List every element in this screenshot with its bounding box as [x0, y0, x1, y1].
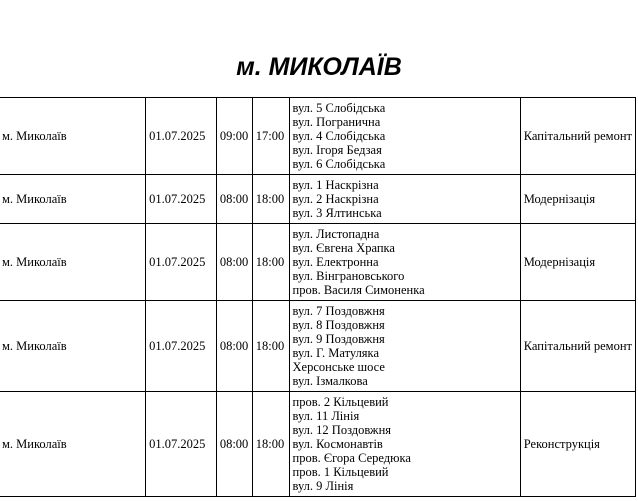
street-name: вул. Євгена Храпка	[292, 241, 395, 255]
work-type-cell: Модернізація	[520, 175, 635, 224]
city-cell: м. Миколаїв	[0, 224, 146, 301]
street-name: вул. 5 Слобідська	[292, 101, 386, 115]
city-cell: м. Миколаїв	[0, 175, 146, 224]
street-name: вул. Космонавтів	[292, 437, 383, 451]
street-name: вул. 9 Лінія	[292, 479, 354, 493]
street-name: вул. 4 Слобідська	[292, 129, 386, 143]
time-to-cell: 18:00	[252, 175, 289, 224]
street-name: вул. 1 Наскрізна	[292, 178, 379, 192]
table-row	[0, 301, 636, 392]
date-cell: 01.07.2025	[146, 175, 217, 224]
street-name: вул. Вінграновського	[292, 269, 405, 283]
street-name: Херсонське шосе	[292, 360, 385, 374]
street-name: пров. Єгора Середюка	[292, 451, 411, 465]
street-name: вул. Ігоря Бедзая	[292, 143, 382, 157]
table-row	[0, 392, 636, 497]
street-name: вул. 11 Лінія	[292, 409, 360, 423]
time-from-cell: 08:00	[216, 301, 252, 392]
streets-cell	[289, 301, 520, 392]
date-cell: 01.07.2025	[146, 301, 217, 392]
outage-table	[0, 97, 636, 497]
work-type-cell: Капітальний ремонт	[520, 301, 635, 392]
street-name: вул. Погранична	[292, 115, 381, 129]
streets-cell	[289, 224, 520, 301]
streets-cell	[289, 98, 520, 175]
time-to-cell: 18:00	[252, 224, 289, 301]
street-name: пров. Василя Симоненка	[292, 283, 425, 297]
street-name: пров. 2 Кільцевий	[292, 395, 389, 409]
time-from-cell: 08:00	[216, 175, 252, 224]
time-from-cell: 08:00	[216, 392, 252, 497]
table-row	[0, 175, 636, 224]
city-cell: м. Миколаїв	[0, 301, 146, 392]
street-name: вул. 9 Поздовжня	[292, 332, 385, 346]
date-cell: 01.07.2025	[146, 224, 217, 301]
work-type-cell: Модернізація	[520, 224, 635, 301]
date-cell: 01.07.2025	[146, 98, 217, 175]
work-type-cell: Капітальний ремонт	[520, 98, 635, 175]
time-to-cell: 17:00	[252, 98, 289, 175]
street-name: вул. Листопадна	[292, 227, 380, 241]
time-from-cell: 09:00	[216, 98, 252, 175]
street-name: вул. 6 Слобідська	[292, 157, 386, 171]
city-cell: м. Миколаїв	[0, 392, 146, 497]
street-name: вул. Електронна	[292, 255, 379, 269]
time-from-cell: 08:00	[216, 224, 252, 301]
page-title: м. МИКОЛАЇВ	[236, 53, 402, 81]
street-name: вул. 2 Наскрізна	[292, 192, 379, 206]
time-to-cell: 18:00	[252, 392, 289, 497]
street-name: вул. Ізмалкова	[292, 374, 368, 388]
date-cell: 01.07.2025	[146, 392, 217, 497]
time-to-cell: 18:00	[252, 301, 289, 392]
streets-cell	[289, 392, 520, 497]
table-row	[0, 224, 636, 301]
work-type-cell: Реконструкція	[520, 392, 635, 497]
streets-cell	[289, 175, 520, 224]
city-cell: м. Миколаїв	[0, 98, 146, 175]
table-row	[0, 98, 636, 175]
street-name: вул. 12 Поздовжня	[292, 423, 392, 437]
street-name: пров. 1 Кільцевий	[292, 465, 389, 479]
street-name: вул. Г. Матуляка	[292, 346, 379, 360]
street-name: вул. 7 Поздовжня	[292, 304, 385, 318]
outage-table-body	[0, 98, 636, 497]
street-name: вул. 3 Ялтинська	[292, 206, 382, 220]
street-name: вул. 8 Поздовжня	[292, 318, 385, 332]
